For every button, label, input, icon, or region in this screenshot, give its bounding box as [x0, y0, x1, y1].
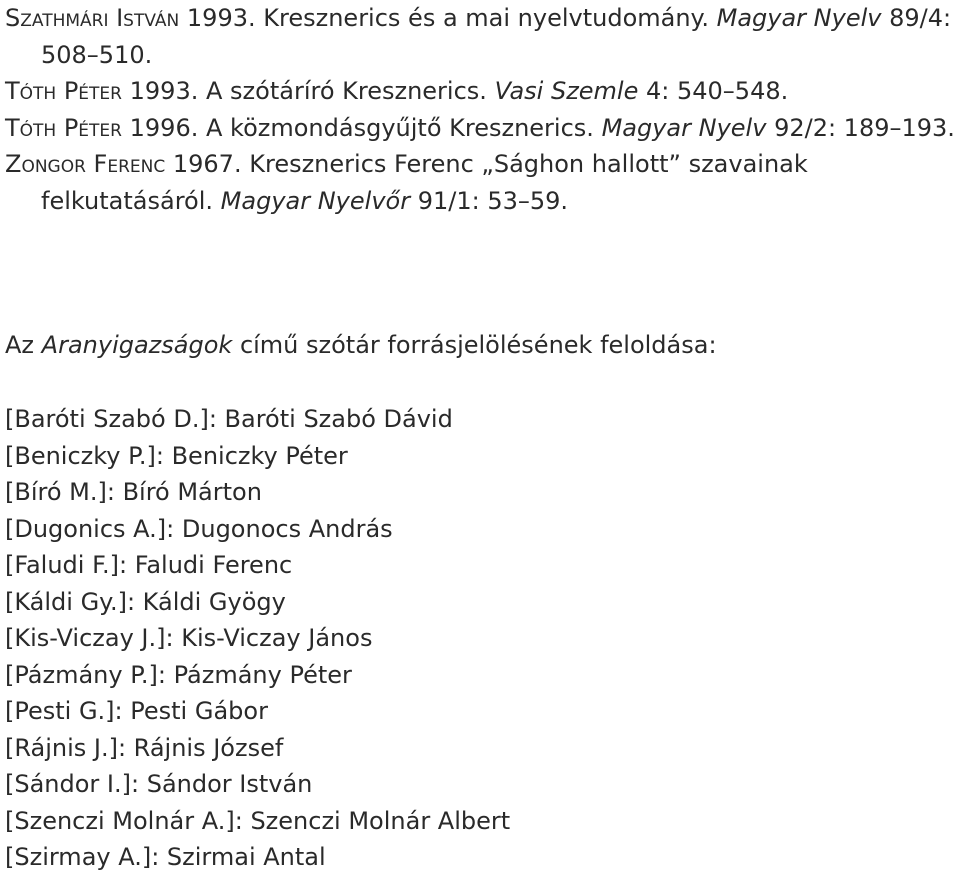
section-heading: [5, 327, 717, 363]
heading-dictionary-title: Aranyigazságok: [41, 331, 233, 359]
bibliography-entry: [5, 0, 955, 73]
entry-author: Tóth Péter: [5, 77, 122, 105]
entry-author: Zongor Ferenc: [5, 150, 166, 178]
entry-title: Kresznerics és a mai nyelvtudomány.: [263, 4, 709, 32]
list-item: [Káldi Gy.]: Káldi Gyögy: [5, 587, 286, 616]
entry-journal: Magyar Nyelvőr: [220, 186, 411, 215]
entry-title: A szótáríró Kresznerics.: [206, 77, 487, 105]
entry-title: Kresznerics Ferenc „Sághon hallott” szavainak felkutatásáról.: [41, 150, 808, 215]
entry-pages: 91/1: 53–59.: [417, 186, 569, 215]
list-item: [Faludi F.]: Faludi Ferenc: [5, 551, 293, 579]
heading-suffix: című szótár forrásjelölésének feloldása:: [239, 331, 717, 359]
entry-year: 1967.: [172, 150, 242, 178]
list-item: [Sándor I.]: Sándor István: [5, 770, 313, 798]
entry-year: 1996.: [129, 113, 199, 142]
list-item: [Szenczi Molnár A.]: Szenczi Molnár Albert: [5, 806, 511, 835]
entry-journal: Magyar Nyelv: [601, 113, 767, 142]
list-item: [Pázmány P.]: Pázmány Péter: [5, 660, 352, 689]
source-abbreviation-list: [5, 401, 510, 876]
entry-year: 1993.: [129, 77, 199, 105]
entry-pages: 92/2: 189–193.: [774, 113, 955, 142]
list-item: [Dugonics A.]: Dugonocs András: [5, 514, 393, 543]
list-item: [Szirmay A.]: Szirmai Antal: [5, 843, 326, 871]
entry-author: Tóth Péter: [5, 113, 122, 142]
list-item: [Rájnis J.]: Rájnis József: [5, 733, 284, 762]
entry-journal: Vasi Szemle: [494, 77, 639, 105]
heading-prefix: Az: [5, 331, 35, 359]
entry-journal: Magyar Nyelv: [716, 4, 882, 32]
entry-title: A közmondásgyűjtő Kresznerics.: [206, 113, 594, 142]
bibliography-entry: [5, 73, 955, 110]
list-item: [Kis-Viczay J.]: Kis-Viczay János: [5, 624, 373, 652]
entry-author: Szathmári István: [5, 4, 180, 32]
entry-pages: 4: 540–548.: [646, 77, 789, 105]
list-item: [Bíró M.]: Bíró Márton: [5, 478, 262, 506]
bibliography-entry: [5, 110, 955, 147]
entry-pages: 89/4: 508–510.: [41, 4, 952, 69]
entry-year: 1993.: [186, 4, 256, 32]
list-item: [Pesti G.]: Pesti Gábor: [5, 697, 268, 725]
bibliography: [5, 0, 955, 219]
list-item: [Baróti Szabó D.]: Baróti Szabó Dávid: [5, 405, 453, 433]
list-item: [Beniczky P.]: Beniczky Péter: [5, 441, 348, 470]
bibliography-entry: [5, 146, 955, 219]
